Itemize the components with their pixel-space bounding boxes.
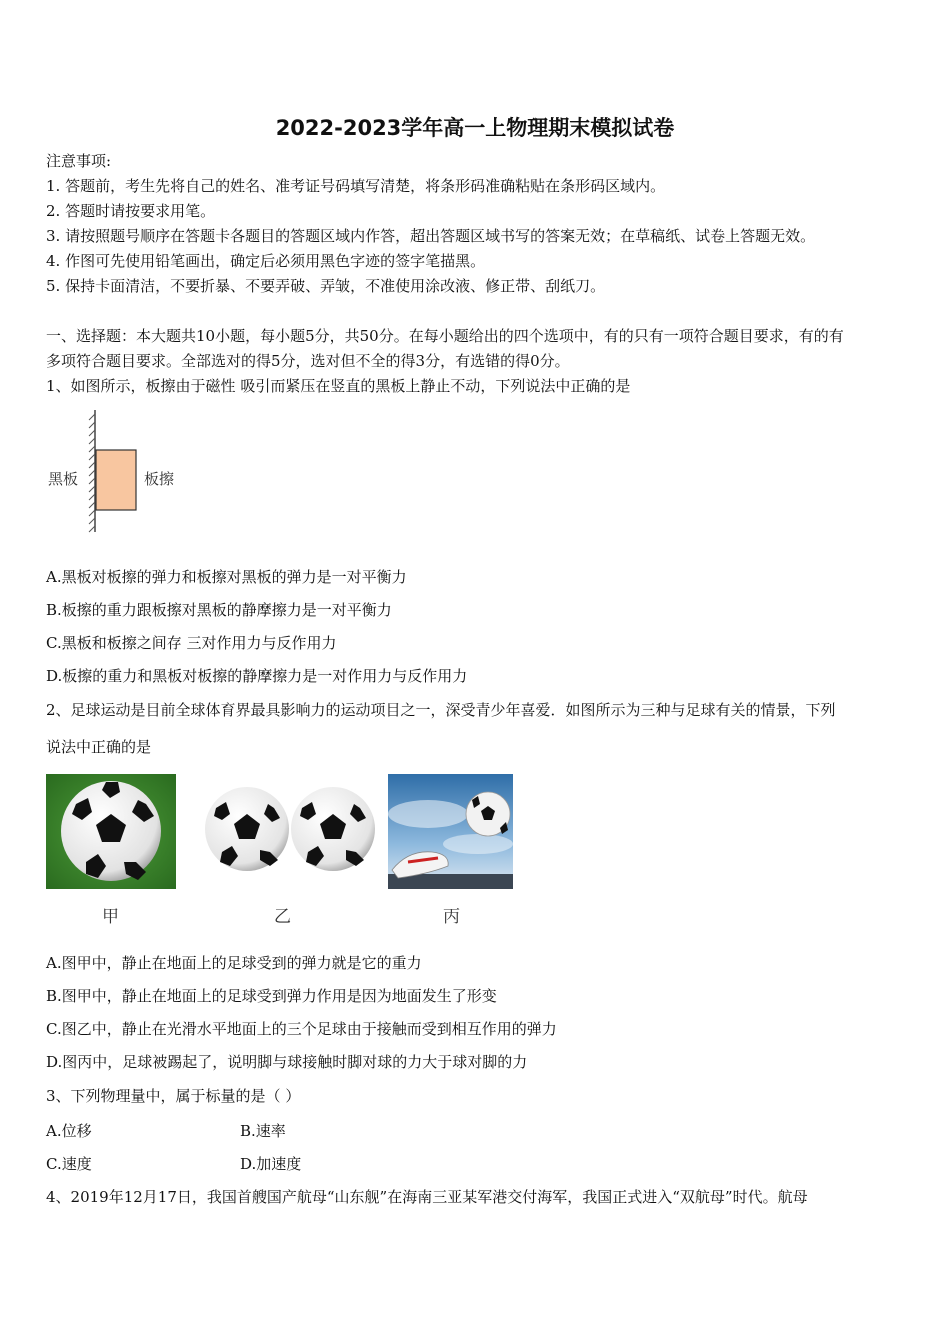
- figure-caption-yi: 乙: [274, 907, 291, 927]
- blackboard-eraser-figure: [44, 408, 194, 534]
- figure-caption-bing: 丙: [443, 907, 460, 927]
- question-4-stem: 4、2019年12月17日，我国首艘国产航母“山东舰”在海南三亚某军港交付海军，我国正式进入“双航母”时代。航母: [46, 1188, 808, 1206]
- notice-item: 5. 保持卡面清洁，不要折暴、不要弄破、弄皱，不准使用涂改液、修正带、刮纸刀。: [46, 277, 606, 295]
- question-1-stem: 1、如图所示，板擦由于磁性 吸引而紧压在竖直的黑板上静止不动，下列说法中正确的是: [46, 377, 631, 395]
- question-2-stem-cont: 说法中正确的是: [46, 738, 152, 756]
- notice-item: 2. 答题时请按要求用笔。: [46, 202, 216, 220]
- q1-option-a: A.黑板对板擦的弹力和板擦对黑板的弹力是一对平衡力: [46, 568, 407, 586]
- q1-option-b: B.板擦的重力跟板擦对黑板的静摩擦力是一对平衡力: [46, 601, 392, 619]
- notice-item: 4. 作图可先使用铅笔画出，确定后必须用黑色字迹的签字笔描黑。: [46, 252, 486, 270]
- eraser-shape: [96, 450, 136, 510]
- question-2-stem: 2、足球运动是目前全球体育界最具影响力的运动项目之一，深受青少年喜爱．如图所示为三种与足球有关的情景，下列: [46, 701, 836, 719]
- q3-option-c: C.速度: [46, 1155, 92, 1173]
- q2-option-b: B.图甲中，静止在地面上的足球受到弹力作用是因为地面发生了形变: [46, 987, 497, 1005]
- section-heading: 一、选择题：本大题共10小题，每小题5分，共50分。在每小题给出的四个选项中，有的只有一项符合题目要求，有的有: [46, 327, 844, 345]
- two-soccer-balls-image: [204, 786, 376, 872]
- kicked-soccer-ball-image: [388, 774, 513, 889]
- q1-option-d: D.板擦的重力和黑板对板擦的静摩擦力是一对作用力与反作用力: [46, 667, 468, 685]
- board-label: 黑板: [48, 470, 79, 488]
- section-heading-cont: 多项符合题目要求。全部选对的得5分，选对但不全的得3分，有选错的得0分。: [46, 352, 570, 370]
- q2-option-d: D.图丙中，足球被踢起了，说明脚与球接触时脚对球的力大于球对脚的力: [46, 1053, 528, 1071]
- soccer-ball-on-grass-image: [46, 774, 176, 889]
- notice-heading: 注意事项:: [46, 152, 112, 170]
- q1-option-c: C.黑板和板擦之间存 三对作用力与反作用力: [46, 634, 337, 652]
- q3-option-d: D.加速度: [240, 1155, 302, 1173]
- q3-option-a: A.位移: [46, 1122, 92, 1140]
- eraser-label: 板擦: [144, 470, 175, 488]
- notice-item: 1. 答题前，考生先将自己的姓名、准考证号码填写清楚，将条形码准确粘贴在条形码区域内。: [46, 177, 666, 195]
- figure-caption-jia: 甲: [102, 907, 119, 927]
- q2-option-c: C.图乙中，静止在光滑水平地面上的三个足球由于接触而受到相互作用的弹力: [46, 1020, 557, 1038]
- page-title: 2022-2023学年高一上物理期末模拟试卷: [275, 116, 675, 140]
- notice-item: 3. 请按照题号顺序在答题卡各题目的答题区域内作答，超出答题区域书写的答案无效；在草稿纸、试卷上答题无效。: [46, 227, 816, 245]
- q2-option-a: A.图甲中，静止在地面上的足球受到的弹力就是它的重力: [46, 954, 422, 972]
- board-hatching: [89, 414, 95, 532]
- question-3-stem: 3、下列物理量中，属于标量的是（ ）: [46, 1087, 301, 1105]
- q3-option-b: B.速率: [240, 1122, 286, 1140]
